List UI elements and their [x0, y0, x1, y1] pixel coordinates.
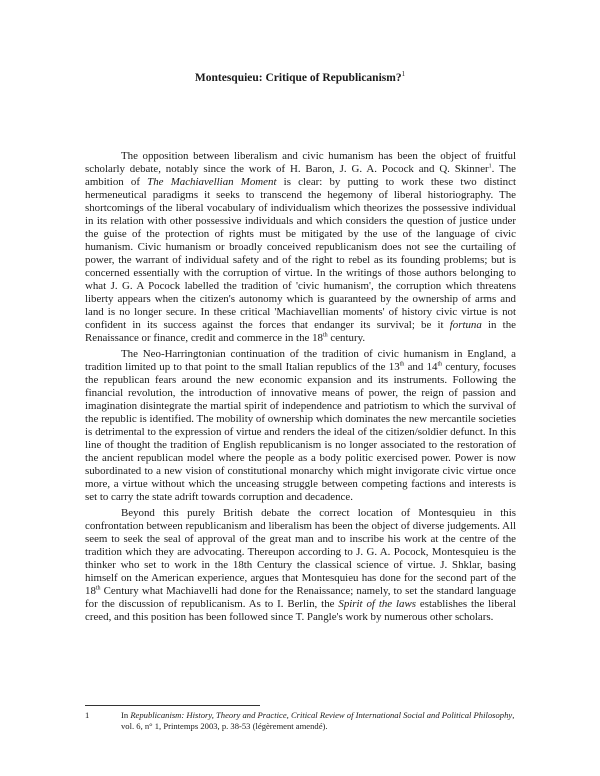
p2-text-1: The Neo-Harringtonian continuation of the tradition of civic humanism in England, a tradition limited up to that point to the small Italian republics of the 13 — [85, 348, 516, 373]
paragraph-2 — [85, 348, 516, 504]
p1-text-3: is clear: by putting to work these two distinct hermeneutical paradigms it seeks to transcend the hegemony of liberal historiography. The shortcomings of the liberal vocabulary of individualism which theorizes the possessive individual in its relation with other possessive individuals and which considers the question of justice under the guise of the protection of rights must be mitigated by the use of the language of civic humanism. Civic humanism or broadly conceived republicanism does not see the curtailing of power, the warrant of individual safety and of the right to rebel as its founding problems; but is concerned essentially with the corruption of virtue. In the writings of those authors belonging to what J. G. A Pocock labelled the tradition of 'civic humanism', the corruption which threatens liberty appears when the citizen's autonomy which is guaranteed by the ownership of arms and land is no longer secure. In these critical 'Machiavellian moments' of history civic virtue is not confident in its success against the forces that endanger its survival; be it — [85, 176, 516, 331]
paper-title — [0, 70, 600, 84]
ordinal-suffix: th — [95, 585, 101, 592]
footnote-divider — [85, 705, 260, 706]
p3-text-3: establishes the liberal creed, and this position has been followed since T. Pangle's work by numerous other scholars. — [85, 598, 516, 623]
footnote-ref: 1 — [488, 163, 492, 170]
footnote-text — [85, 710, 516, 733]
term-fortuna: fortuna — [449, 319, 482, 331]
book-title-machiavellian-moment: The Machiavellian Moment — [147, 176, 277, 188]
book-title-spirit-of-the-laws: Spirit of the laws — [338, 598, 417, 610]
p1-text-1: The opposition between liberalism and civic humanism has been the object of fruitful scholarly debate, notably since the work of H. Baron, J. G. A. Pocock and Q. Skinner — [85, 150, 516, 175]
ordinal-suffix: th — [322, 332, 328, 339]
footnote-number: 1 — [85, 710, 90, 720]
footnote — [85, 710, 516, 733]
ordinal-suffix: th — [437, 361, 443, 368]
paragraph-3 — [85, 507, 516, 624]
p1-text-5: century. — [327, 332, 366, 344]
title-text: Montesquieu: Critique of Republicanism? — [194, 71, 402, 84]
p1-text-4: in the Renaissance or finance, credit and commerce in the 18 — [85, 319, 516, 344]
footnote-source-title: Republicanism: History, Theory and Practice, Critical Review of International Social and Political Philosophy — [130, 710, 513, 720]
body-text — [85, 150, 516, 627]
footnote-details: , vol. 6, n° 1, Printemps 2003, p. 38-53 (légèrement amendé). — [121, 710, 515, 732]
p2-text-3: century, focuses the republican fears around the new economic expansion and its instruments. Following the financial revolution, the introduction of innovative means of power, the reign of passion and imagination disintegrate the martial spirit of independence and patriotism to which the survival of the republic is identified. The mobility of ownership which dominates the new mercantile societies is detrimental to the expression of virtue and renders the ideal of the citizen/soldier defunct. In this line of thought the tradition of English republicanism is no longer associated to the restoration of the ancient republican model where the people as a body politic exercised power. Power is now subordinated to a new vision of constitutional monarchy which might invigorate civic virtue once more, a virtue without which the unceasing struggle between competing factions and interests is set to carry the state adrift towards corruption and decadence. — [85, 361, 517, 503]
p3-text-2: Century what Machiavelli had done for the Renaissance; namely, to set the standard language for the discussion of republicanism. As to I. Berlin, the — [85, 585, 516, 610]
p2-text-2: and 14 — [404, 361, 438, 373]
ordinal-suffix: th — [399, 361, 405, 368]
title-footnote-marker: 1 — [401, 70, 406, 78]
footnote-lead: In — [121, 710, 131, 720]
p3-text-1: Beyond this purely British debate the correct location of Montesquieu in this confrontation between republicanism and liberalism has been the object of diverse judgements. All seem to seek the seal of approval of the great man and to inscribe his work at the centre of the tradition which they are advocating. Thereupon according to J. G. A. Pocock, Montesquieu is the thinker who set to work in the 18th Century the classical science of virtue. J. Shklar, basing himself on the American experience, argues that Montesquieu has done for the second part of the 18 — [85, 507, 516, 597]
paragraph-1 — [85, 150, 516, 345]
p1-text-2: . The ambition of — [85, 163, 516, 188]
